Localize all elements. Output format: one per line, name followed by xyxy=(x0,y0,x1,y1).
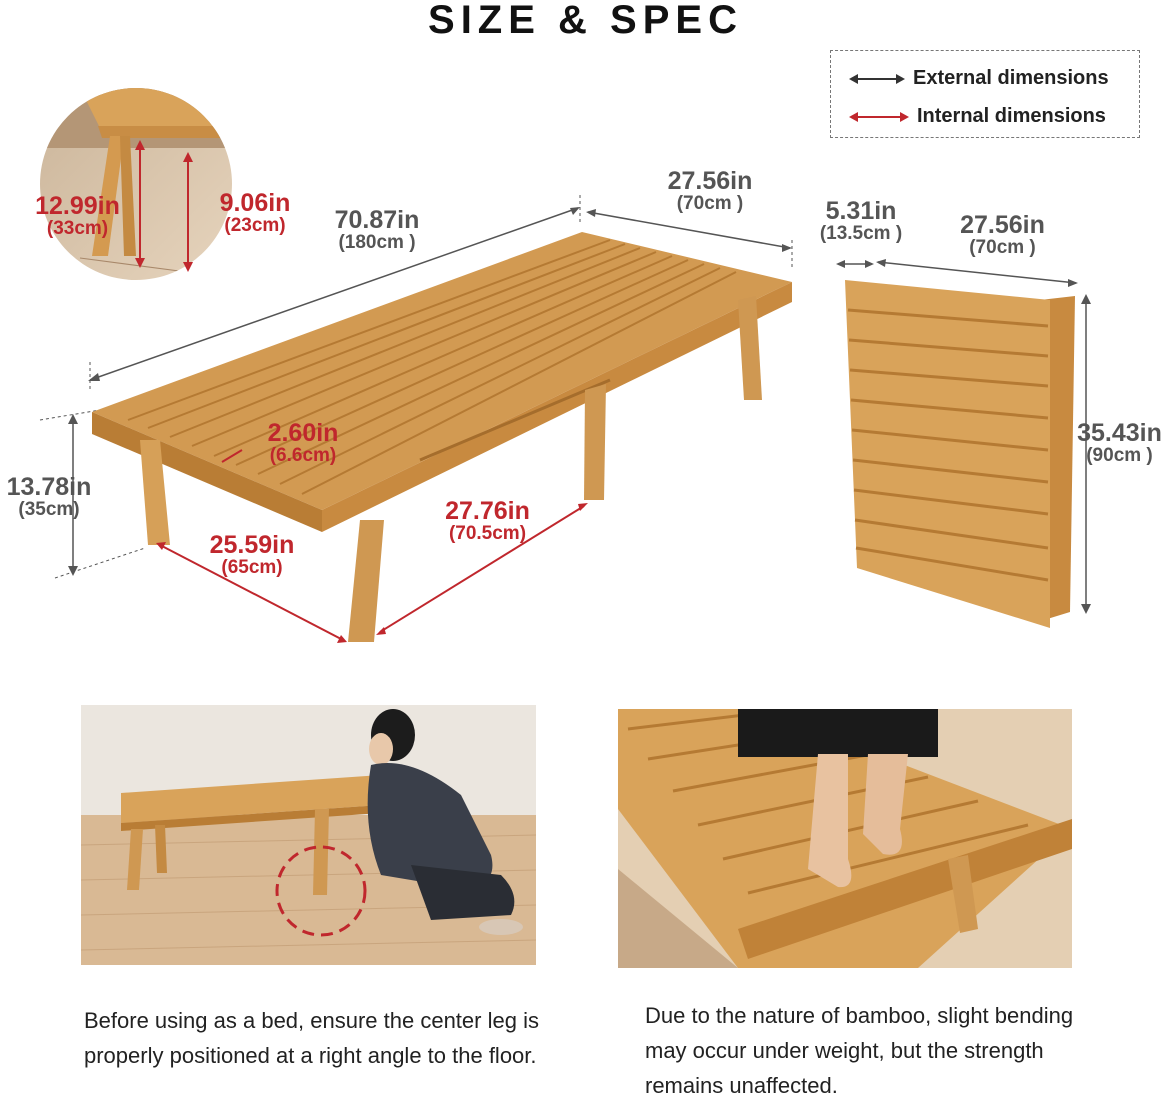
page-title: SIZE & SPEC xyxy=(428,0,743,42)
legend-external-label: External dimensions xyxy=(913,67,1109,89)
standing-photo xyxy=(618,709,1072,968)
total-height-label: 12.99in (33cm) xyxy=(35,192,120,240)
inner-width-label: 25.59in (65cm) xyxy=(209,531,295,579)
length-label: 70.87in (180cm ) xyxy=(334,206,420,254)
center-leg-photo xyxy=(81,705,536,965)
caption-center-leg: Before using as a bed, ensure the center leg is properly positioned at a right angle to the floor. xyxy=(84,1008,539,1068)
width-label: 27.56in (70cm ) xyxy=(667,167,753,215)
caption-bamboo: Due to the nature of bamboo, slight bending may occur under weight, but the strength remains unaffected. xyxy=(645,1003,1074,1098)
folded-depth-label: 5.31in (13.5cm ) xyxy=(819,197,903,245)
legend-internal-label: Internal dimensions xyxy=(917,105,1106,127)
folded-width-label: 27.56in (70cm ) xyxy=(960,211,1045,259)
leg-height-label: 13.78in (35cm) xyxy=(6,473,92,521)
slat-gap-label: 2.60in (6.6cm) xyxy=(267,419,339,467)
under-height-label: 9.06in (23cm) xyxy=(219,189,291,237)
folded-height-label: 35.43in (90cm ) xyxy=(1077,419,1162,467)
inner-span-label: 27.76in (70.5cm) xyxy=(445,497,530,545)
